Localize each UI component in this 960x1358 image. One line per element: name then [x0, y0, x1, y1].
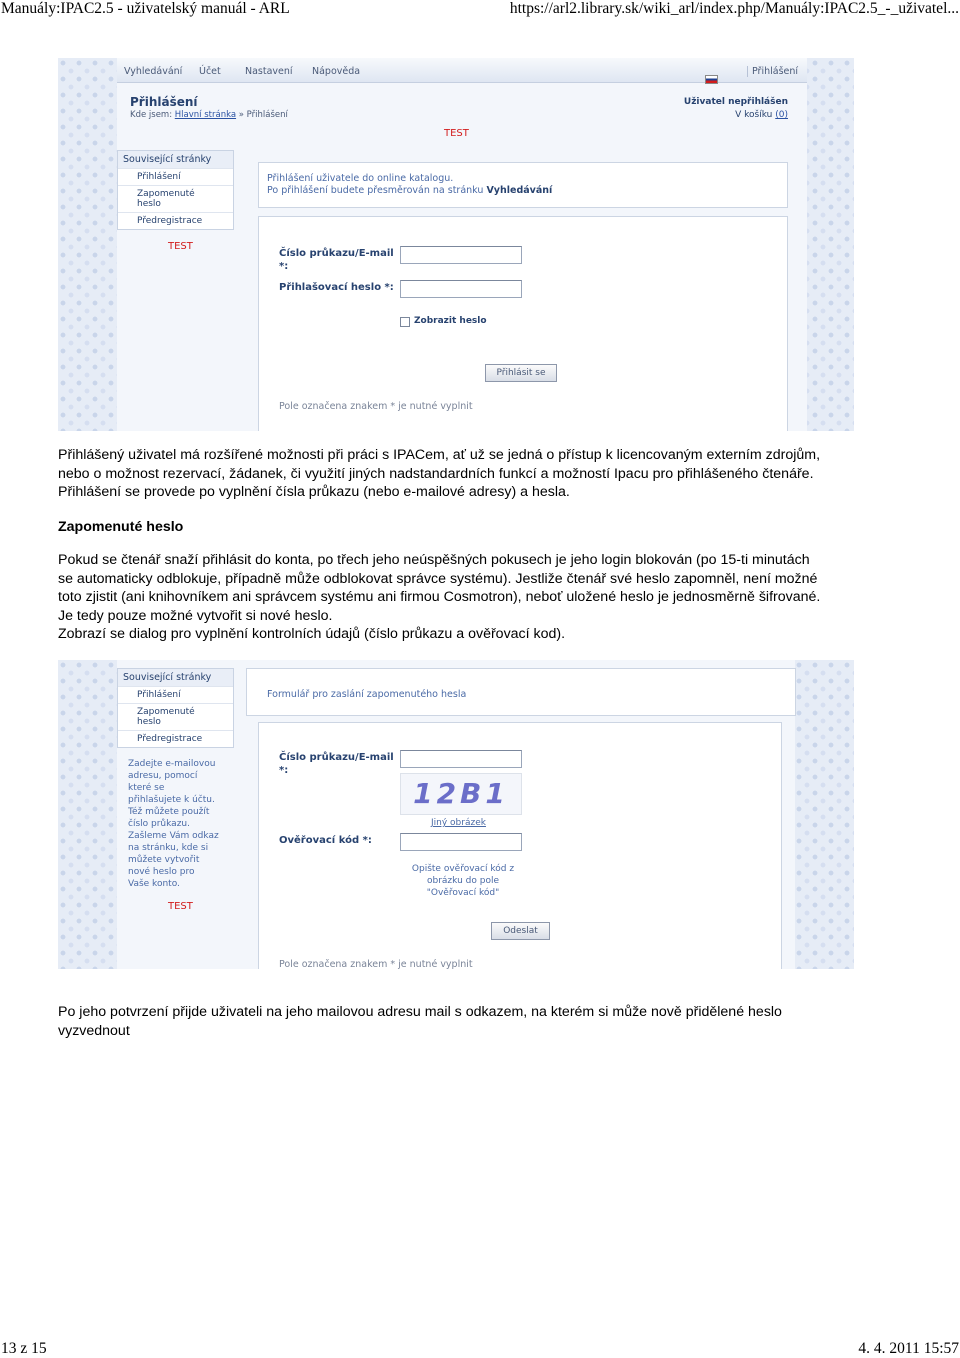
card-email-label [279, 247, 394, 273]
form-title: Formulář pro zaslání zapomenutého hesla [267, 689, 467, 700]
nav-help[interactable]: Nápověda [312, 66, 361, 77]
form-title-panel [246, 668, 796, 716]
breadcrumb [130, 110, 288, 120]
sidebar-item-preregistration[interactable]: Předregistrace [118, 212, 233, 229]
nav-account[interactable]: Účet [199, 66, 221, 77]
related-pages-box [117, 150, 234, 230]
cart-label: V košíku [735, 110, 773, 120]
test-label: TEST [444, 128, 469, 139]
forgot-line-4: Je tedy pouze možné vytvořit si nové heslo. [58, 607, 333, 624]
forgot-line-2: se automaticky odblokuje, případně může odblokovat správce systému). Jestliže čtenář své heslo zapomněl, není možné [58, 570, 818, 587]
flag-sk-icon[interactable] [705, 75, 718, 84]
forgot-form [258, 722, 782, 969]
user-status [684, 96, 788, 122]
info-search-link[interactable]: Vyhledávání [486, 185, 553, 196]
help-line: přihlašujete k účtu. [128, 795, 215, 805]
help-line: můžete vytvořit [128, 855, 200, 865]
sidebar-item-forgot-password[interactable]: Zapomenuté heslo [118, 185, 233, 212]
side-test-label: TEST [168, 241, 193, 252]
show-password-checkbox[interactable] [400, 317, 410, 327]
sidebar-item-login-2[interactable]: Přihlášení [118, 686, 233, 703]
nav-settings[interactable]: Nastavení [245, 66, 293, 77]
nav-search[interactable]: Vyhledávání [124, 66, 183, 77]
forgot-line-5: Zobrazí se dialog pro vyplnění kontrolních údajů (číslo průkazu a ověřovací kod). [58, 626, 566, 642]
info-panel [258, 162, 788, 208]
cart-count-link[interactable]: (0) [775, 110, 788, 120]
login-form [258, 216, 788, 431]
card-email-label-2-suffix: *: [279, 765, 289, 776]
send-button[interactable]: Odeslat [491, 922, 550, 940]
verification-code-label: Ověřovací kód *: [279, 835, 372, 846]
show-password-label: Zobrazit heslo [414, 316, 487, 326]
intro-line-1: Přihlášený uživatel má rozšířené možnosti při práci s IPACem, ať už se jedná o přístup k licencovaným externím zdrojům, [58, 447, 821, 463]
help-line: Zadejte e-mailovou [128, 759, 216, 769]
sidebar-item-login[interactable]: Přihlášení [118, 168, 233, 185]
print-header-title: Manuály:IPAC2.5 - uživatelský manuál - ARL [1, 0, 290, 17]
sidebar-item-preregistration-2[interactable]: Předregistrace [118, 730, 233, 747]
forgot-password-screenshot [58, 660, 854, 969]
help-line: adresu, pomocí [128, 771, 198, 781]
help-line: číslo průkazu. [128, 819, 190, 829]
nav-login[interactable]: Přihlášení [747, 66, 798, 77]
side-test-label-2: TEST [168, 901, 193, 912]
breadcrumb-prefix: Kde jsem: [130, 110, 173, 120]
intro-line-2: nebo o možnost rezervací, žádanek, či využití jiných nadstandardních funkcí a možností Ipacu pro přihlášeného čtenáře. [58, 465, 814, 482]
closing-line-2: vyzvednout [58, 1022, 130, 1039]
required-note-2: Pole označena znakem * je nutné vyplnit [279, 959, 473, 969]
required-note: Pole označena znakem * je nutné vyplnit [279, 401, 473, 412]
intro-paragraph [58, 446, 898, 502]
page-title: Přihlášení [130, 95, 198, 109]
breadcrumb-current: Přihlášení [246, 110, 288, 120]
password-label: Přihlašovací heslo *: [279, 282, 394, 293]
forgot-line-3: toto zjistit (ani knihovníkem ani správcem systému ani firmou Cosmotron), neboť uložené heslo je jednosměrně šifrované. [58, 589, 821, 605]
info-line-1: Přihlášení uživatele do online katalogu. [267, 173, 454, 184]
section-heading: Zapomenuté heslo [58, 519, 184, 535]
forgot-line-1: Pokud se čtenář snaží přihlásit do konta, po třech jeho neúspěšných pokusech je jeho login blokován (po 15-ti minutách [58, 552, 810, 568]
closing-paragraph [58, 1003, 898, 1040]
info-line-2 [267, 185, 552, 197]
login-button[interactable]: Přihlásit se [485, 364, 557, 382]
help-line: Vaše konto. [128, 879, 180, 889]
help-line: nové heslo pro [128, 867, 195, 877]
card-email-label-text: Číslo průkazu/E-mail [279, 248, 394, 259]
related-pages-title-2: Související stránky [118, 669, 233, 686]
closing-line-1: Po jeho potvrzení přijde uživateli na jeho mailovou adresu mail s odkazem, na kterém si může nově přidělené heslo [58, 1004, 782, 1020]
top-nav [117, 58, 807, 83]
print-date: 4. 4. 2011 15:57 [858, 1340, 959, 1357]
page-number: 13 z 15 [1, 1340, 47, 1357]
help-text [128, 758, 219, 890]
hint-line: Opište ověřovací kód z [411, 864, 515, 874]
card-email-label-suffix: *: [279, 261, 289, 272]
captcha-image: 12B1 [400, 773, 522, 815]
breadcrumb-home-link[interactable]: Hlavní stránka [174, 110, 237, 120]
login-screenshot [58, 58, 854, 431]
help-line: Zašleme Vám odkaz [128, 831, 219, 841]
password-input[interactable] [400, 280, 522, 298]
user-status-text: Uživatel nepřihlášen [683, 97, 788, 107]
card-email-label-2-text: Číslo průkazu/E-mail [279, 752, 394, 763]
intro-line-3: Přihlášení se provede po vyplnění čísla průkazu (nebo e-mailové adresy) a hesla. [58, 484, 570, 500]
print-header-url: https://arl2.library.sk/wiki_arl/index.php/Manuály:IPAC2.5_-_uživatel... [509, 0, 959, 17]
help-line: na stránku, kde si [128, 843, 209, 853]
card-email-input[interactable] [400, 246, 522, 264]
sidebar-item-forgot-password-2[interactable]: Zapomenuté heslo [118, 703, 233, 730]
info-line-2-text: Po přihlášení budete přesměrován na stránku [267, 185, 484, 196]
verification-code-input[interactable] [400, 833, 522, 851]
print-header [0, 0, 960, 18]
help-line: Též můžete použít [128, 807, 210, 817]
forgot-paragraph [58, 551, 898, 644]
card-email-label-2 [279, 751, 394, 777]
other-image-link[interactable]: Jiný obrázek [431, 818, 486, 828]
related-pages-title: Související stránky [118, 151, 233, 168]
hint-line: obrázku do pole [427, 876, 499, 886]
cart-info [684, 109, 788, 122]
card-email-input-2[interactable] [400, 750, 522, 768]
hint-line: "Ověřovací kód" [426, 888, 500, 898]
verification-hint [403, 863, 523, 899]
related-pages-box-2 [117, 668, 234, 748]
help-line: které se [128, 783, 165, 793]
breadcrumb-separator: » [238, 110, 244, 120]
